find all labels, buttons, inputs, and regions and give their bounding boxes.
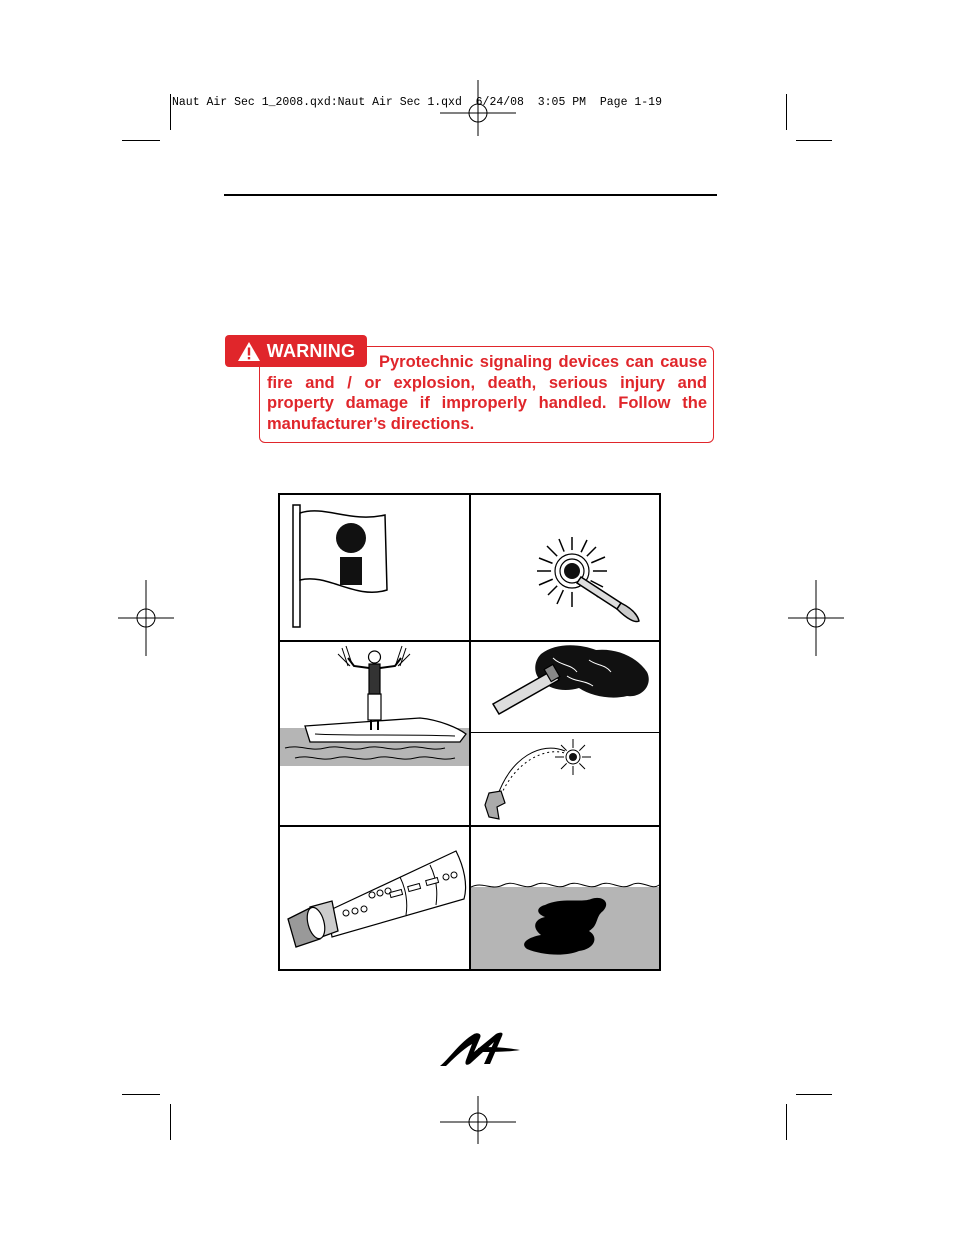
crop-mark bbox=[170, 94, 171, 130]
crop-mark bbox=[786, 1104, 787, 1140]
crop-mark bbox=[122, 140, 160, 141]
registration-mark-icon bbox=[440, 80, 516, 156]
crop-mark bbox=[122, 1094, 160, 1095]
dye-stain-icon bbox=[471, 827, 659, 969]
warning-triangle-icon bbox=[237, 341, 261, 362]
crop-mark bbox=[170, 1104, 171, 1140]
smoke-canister-icon bbox=[471, 642, 659, 732]
slug-line: Naut Air Sec 1_2008.qxd:Naut Air Sec 1.qxd 6/24/08 3:05 PM Page 1-19 bbox=[172, 96, 662, 109]
flare-pistol-icon bbox=[471, 733, 659, 825]
header-rule bbox=[224, 194, 717, 196]
nautique-logo-icon bbox=[438, 1030, 522, 1068]
registration-mark-icon bbox=[788, 580, 844, 656]
registration-mark-icon bbox=[440, 1096, 516, 1156]
crop-mark bbox=[786, 94, 787, 130]
warning-text: Pyrotechnic signaling devices can cause fire and / or explosion, death, serious injury and property damage if improperly handled. Follow the manufacturer’s directions. bbox=[267, 353, 707, 433]
crop-mark bbox=[796, 1094, 832, 1095]
flashlight-icon bbox=[280, 827, 469, 969]
distress-signals-grid bbox=[278, 493, 661, 971]
registration-mark-icon bbox=[118, 580, 174, 656]
code-flag-icon bbox=[280, 495, 469, 640]
person-waving-icon bbox=[280, 642, 469, 825]
flare-icon bbox=[471, 495, 659, 640]
crop-mark bbox=[796, 140, 832, 141]
warning-label: WARNING bbox=[266, 340, 356, 361]
